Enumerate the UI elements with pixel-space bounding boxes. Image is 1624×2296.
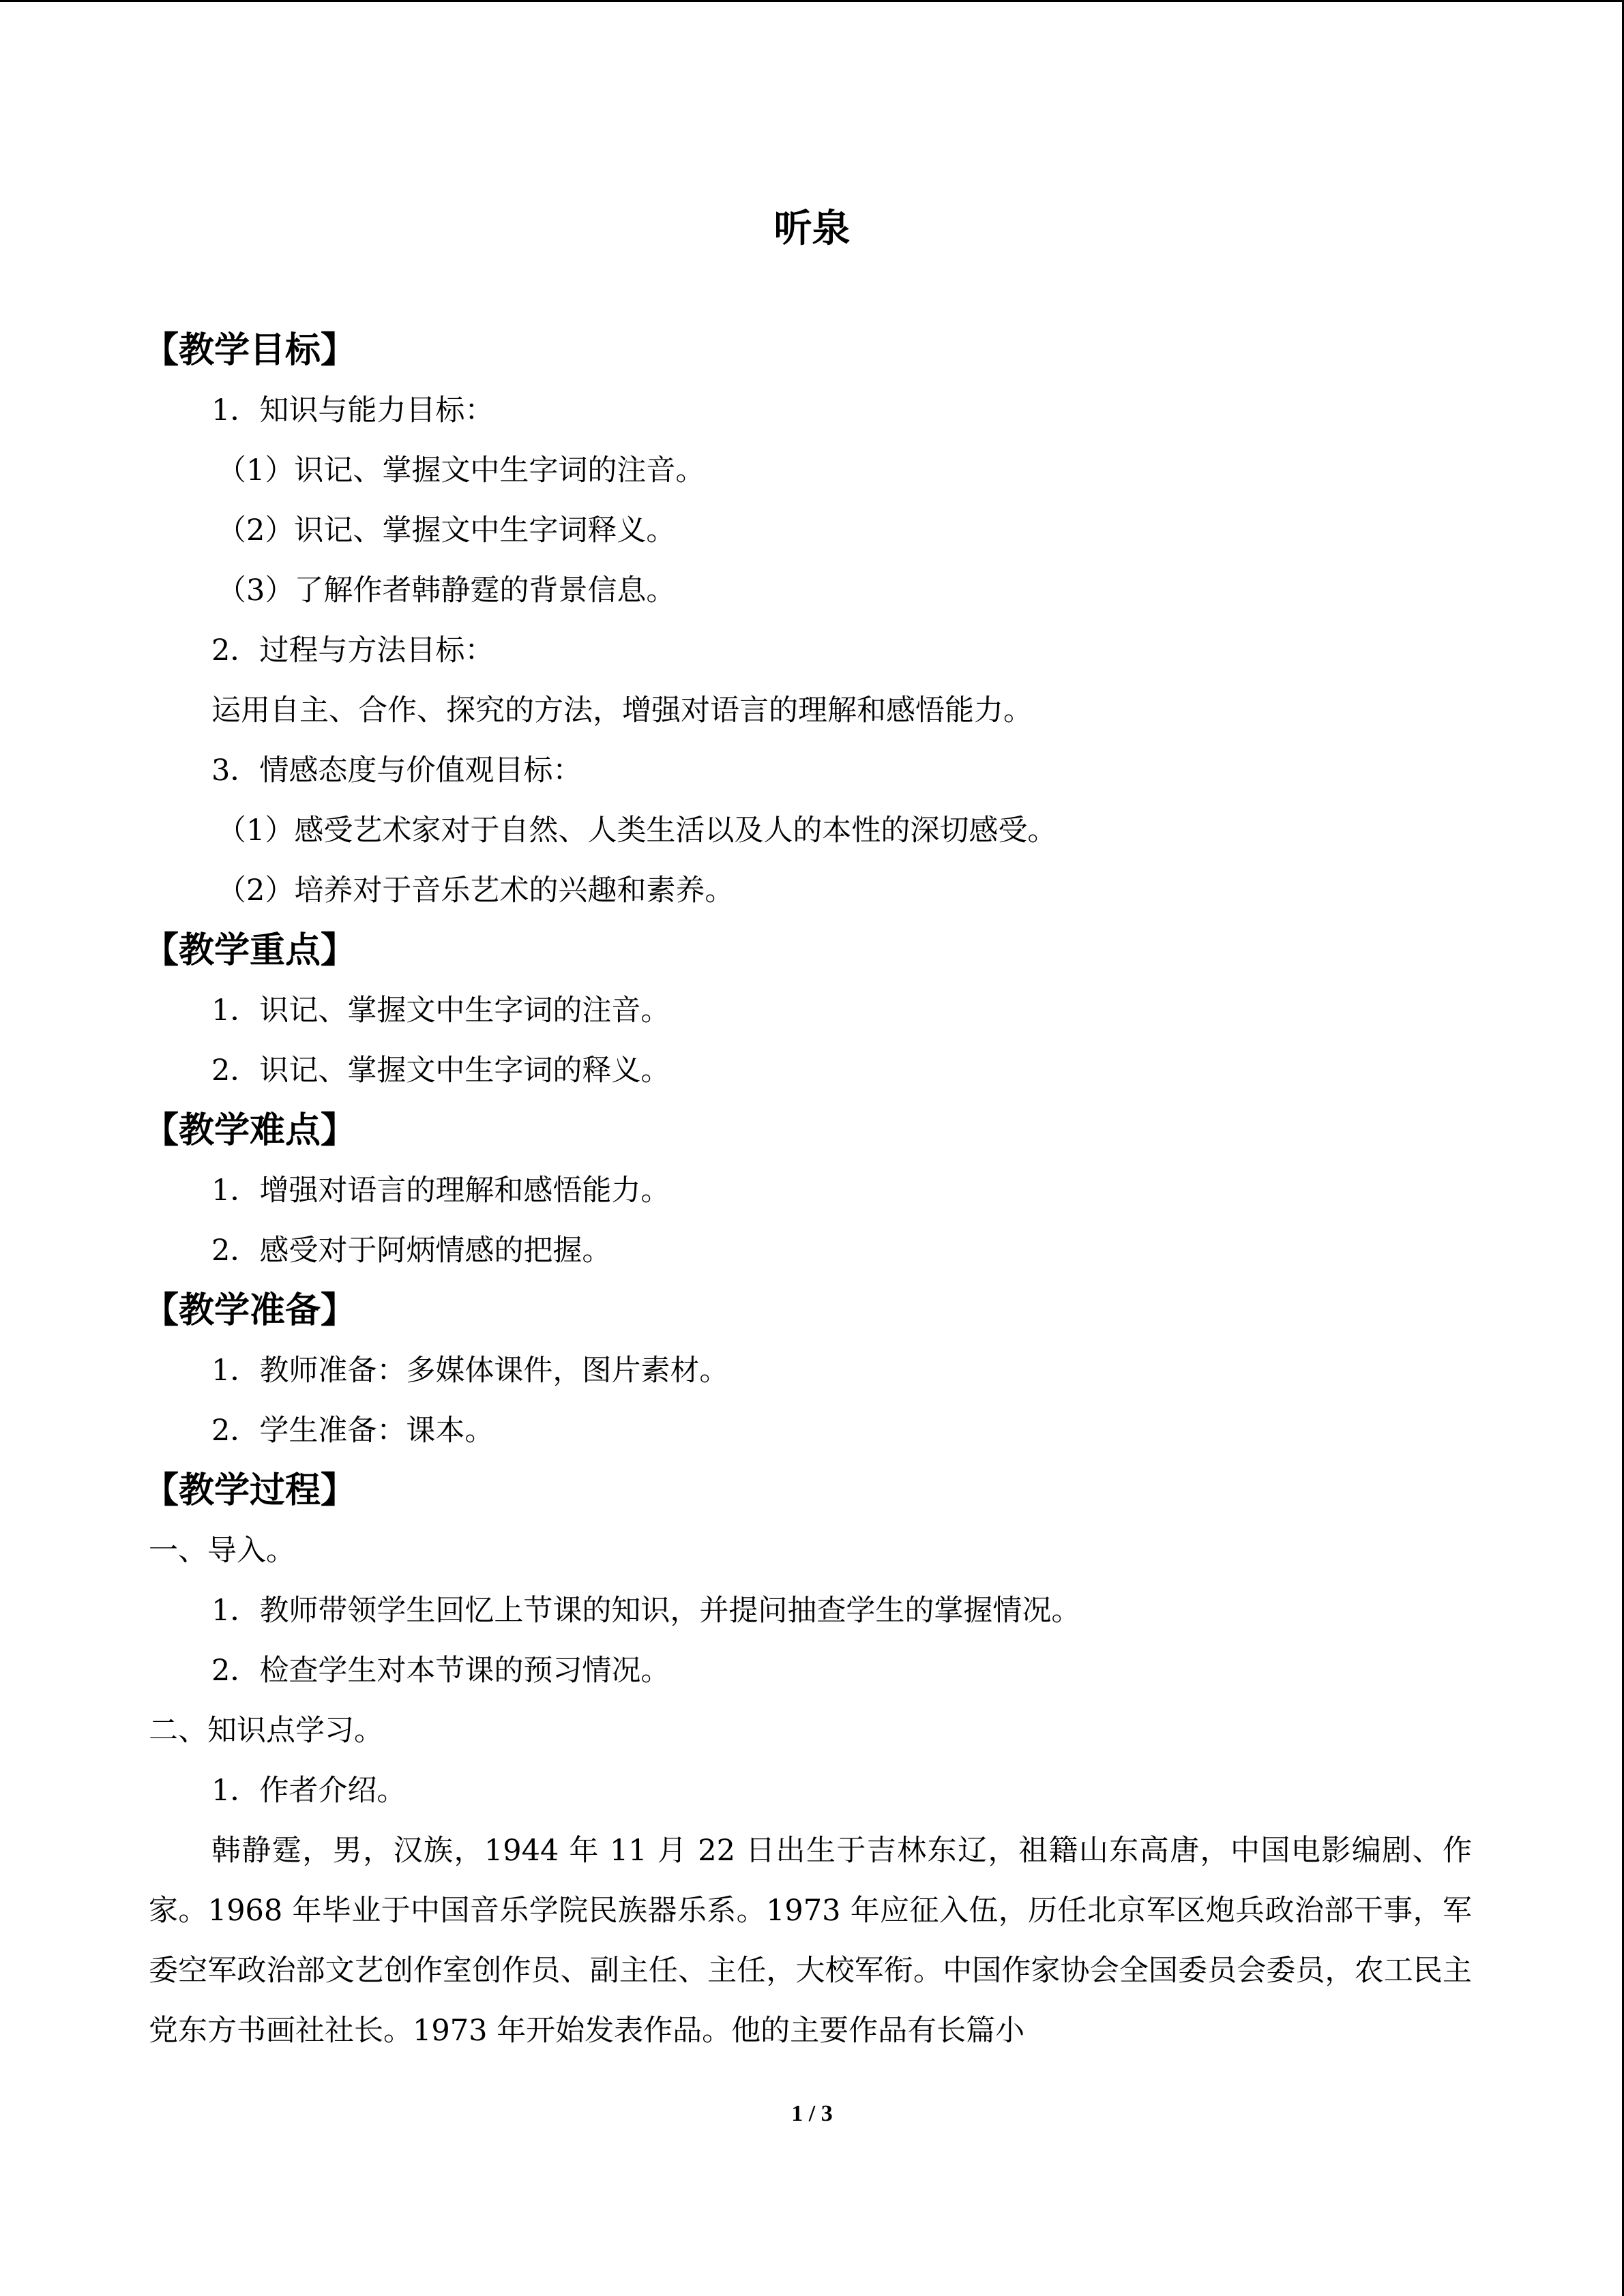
objective-item: （1）识记、掌握文中生字词的注音。 <box>217 453 705 488</box>
difficulty-item: 2．感受对于阿炳情感的把握。 <box>211 1234 612 1268</box>
document-body <box>143 320 1472 2061</box>
process-heading: 【教学过程】 <box>143 1470 357 1511</box>
process-item: 2．检查学生对本节课的预习情况。 <box>211 1654 670 1688</box>
author-paragraph: 韩静霆，男，汉族，1944 年 11 月 22 日出生于吉林东辽，祖籍山东高唐，中国电影编剧、作家。1968 年毕业于中国音乐学院民族器乐系。1973 年应征入伍，历任北京军区炮兵政治部干事，军委空军政治部文艺创作室创作员、副主任、主任，大校军衔。中国作家协会全国委员会委员，农工民主党东方书画社社长。1973 年开始发表作品。他的主要作品有长篇小 <box>149 1834 1472 2048</box>
document-title: 听泉 <box>773 207 851 251</box>
preparation-item: 2．学生准备：课本。 <box>211 1414 494 1448</box>
process-item: 1．教师带领学生回忆上节课的知识，并提问抽查学生的掌握情况。 <box>211 1594 1081 1628</box>
objective-item: 1．知识与能力目标： <box>211 393 494 428</box>
process-item: 1．作者介绍。 <box>211 1774 407 1808</box>
key-point-item: 1．识记、掌握文中生字词的注音。 <box>211 994 670 1028</box>
page-border-top <box>0 0 1624 2</box>
preparation-heading: 【教学准备】 <box>143 1290 357 1331</box>
objective-item: 运用自主、合作、探究的方法，增强对语言的理解和感悟能力。 <box>211 694 1033 728</box>
page-number: 1 / 3 <box>791 2101 833 2126</box>
objectives-heading: 【教学目标】 <box>143 330 357 371</box>
difficulties-heading: 【教学难点】 <box>143 1110 357 1151</box>
difficulty-item: 1．增强对语言的理解和感悟能力。 <box>211 1174 670 1208</box>
objective-item: 2．过程与方法目标： <box>211 633 494 668</box>
objective-item: 3．情感态度与价值观目标： <box>211 754 582 788</box>
objective-item: （3）了解作者韩静霆的背景信息。 <box>217 573 676 608</box>
objective-item: （2）培养对于音乐艺术的兴趣和素养。 <box>217 874 735 908</box>
preparation-item: 1．教师准备：多媒体课件，图片素材。 <box>211 1354 729 1388</box>
key-points-heading: 【教学重点】 <box>143 930 357 971</box>
key-point-item: 2．识记、掌握文中生字词的释义。 <box>211 1054 670 1088</box>
objective-item: （1）感受艺术家对于自然、人类生活以及人的本性的深切感受。 <box>217 814 1057 848</box>
process-section-knowledge: 二、知识点学习。 <box>149 1714 383 1748</box>
objective-item: （2）识记、掌握文中生字词释义。 <box>217 513 676 548</box>
process-section-intro: 一、导入。 <box>149 1534 295 1568</box>
